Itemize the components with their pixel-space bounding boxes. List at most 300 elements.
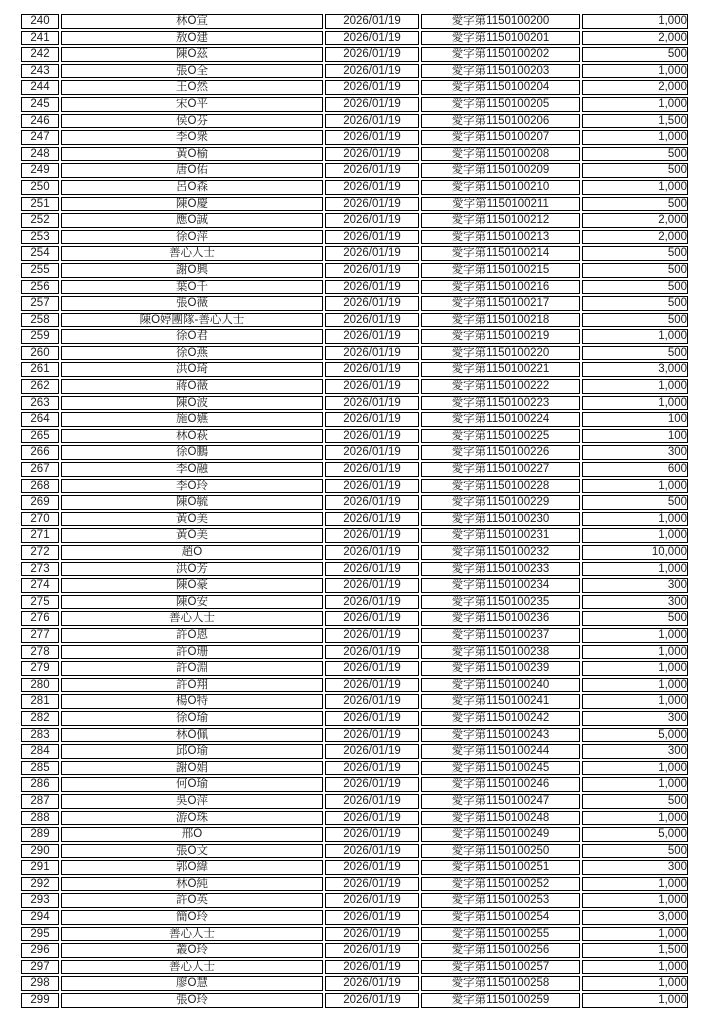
table-row	[21, 114, 688, 129]
date-cell: 2026/01/19	[325, 495, 419, 510]
amount-cell: 600	[582, 462, 688, 477]
date-cell: 2026/01/19	[325, 313, 419, 328]
donor-name-cell: 陳O慶	[61, 197, 323, 212]
receipt-number-cell: 愛字第1150100200	[421, 14, 580, 29]
donor-name-cell: 葉O千	[61, 280, 323, 295]
donor-name-cell: 洪O芳	[61, 562, 323, 577]
table-row	[21, 412, 688, 427]
date-cell: 2026/01/19	[325, 462, 419, 477]
row-number-cell: 282	[21, 711, 59, 726]
row-number-cell: 276	[21, 611, 59, 626]
date-cell: 2026/01/19	[325, 827, 419, 842]
date-cell: 2026/01/19	[325, 578, 419, 593]
receipt-number-cell: 愛字第1150100210	[421, 180, 580, 195]
date-cell: 2026/01/19	[325, 396, 419, 411]
amount-cell: 10,000	[582, 545, 688, 560]
row-number-cell: 270	[21, 512, 59, 527]
receipt-number-cell: 愛字第1150100248	[421, 811, 580, 826]
donor-name-cell: 謝O娟	[61, 761, 323, 776]
receipt-number-cell: 愛字第1150100226	[421, 445, 580, 460]
row-number-cell: 281	[21, 694, 59, 709]
table-row	[21, 877, 688, 892]
receipt-number-cell: 愛字第1150100212	[421, 213, 580, 228]
row-number-cell: 280	[21, 678, 59, 693]
donor-name-cell: 楊O特	[61, 694, 323, 709]
row-number-cell: 259	[21, 329, 59, 344]
donor-name-cell: 蔣O薇	[61, 379, 323, 394]
table-row	[21, 429, 688, 444]
donor-name-cell: 許O翔	[61, 678, 323, 693]
table-row	[21, 761, 688, 776]
amount-cell: 1,000	[582, 64, 688, 79]
row-number-cell: 266	[21, 445, 59, 460]
donor-name-cell: 趙O	[61, 545, 323, 560]
receipt-number-cell: 愛字第1150100255	[421, 927, 580, 942]
row-number-cell: 246	[21, 114, 59, 129]
amount-cell: 500	[582, 346, 688, 361]
donor-name-cell: 呂O森	[61, 180, 323, 195]
table-row	[21, 860, 688, 875]
donor-name-cell: 簡O玲	[61, 910, 323, 925]
receipt-number-cell: 愛字第1150100247	[421, 794, 580, 809]
donor-name-cell: 陳O安	[61, 595, 323, 610]
date-cell: 2026/01/19	[325, 976, 419, 991]
table-row	[21, 180, 688, 195]
donor-name-cell: 謝O興	[61, 263, 323, 278]
receipt-number-cell: 愛字第1150100217	[421, 296, 580, 311]
row-number-cell: 264	[21, 412, 59, 427]
date-cell: 2026/01/19	[325, 230, 419, 245]
date-cell: 2026/01/19	[325, 728, 419, 743]
amount-cell: 1,000	[582, 777, 688, 792]
receipt-number-cell: 愛字第1150100218	[421, 313, 580, 328]
date-cell: 2026/01/19	[325, 114, 419, 129]
amount-cell: 1,000	[582, 180, 688, 195]
table-row	[21, 64, 688, 79]
receipt-number-cell: 愛字第1150100234	[421, 578, 580, 593]
receipt-number-cell: 愛字第1150100214	[421, 246, 580, 261]
amount-cell: 500	[582, 611, 688, 626]
amount-cell: 2,000	[582, 80, 688, 95]
donor-name-cell: 敖O建	[61, 31, 323, 46]
date-cell: 2026/01/19	[325, 346, 419, 361]
table-row	[21, 362, 688, 377]
receipt-number-cell: 愛字第1150100236	[421, 611, 580, 626]
amount-cell: 1,000	[582, 97, 688, 112]
receipt-number-cell: 愛字第1150100252	[421, 877, 580, 892]
row-number-cell: 258	[21, 313, 59, 328]
amount-cell: 2,000	[582, 230, 688, 245]
date-cell: 2026/01/19	[325, 362, 419, 377]
amount-cell: 1,000	[582, 512, 688, 527]
row-number-cell: 295	[21, 927, 59, 942]
row-number-cell: 291	[21, 860, 59, 875]
donor-name-cell: 陳O豪	[61, 578, 323, 593]
table-row	[21, 246, 688, 261]
receipt-number-cell: 愛字第1150100216	[421, 280, 580, 295]
receipt-number-cell: 愛字第1150100233	[421, 562, 580, 577]
row-number-cell: 283	[21, 728, 59, 743]
receipt-number-cell: 愛字第1150100232	[421, 545, 580, 560]
donor-name-cell: 張O文	[61, 844, 323, 859]
donor-name-cell: 李O融	[61, 462, 323, 477]
table-row	[21, 595, 688, 610]
receipt-number-cell: 愛字第1150100235	[421, 595, 580, 610]
date-cell: 2026/01/19	[325, 97, 419, 112]
amount-cell: 1,000	[582, 694, 688, 709]
amount-cell: 1,000	[582, 528, 688, 543]
receipt-number-cell: 愛字第1150100228	[421, 479, 580, 494]
row-number-cell: 289	[21, 827, 59, 842]
table-row	[21, 827, 688, 842]
date-cell: 2026/01/19	[325, 893, 419, 908]
amount-cell: 1,000	[582, 960, 688, 975]
table-row	[21, 313, 688, 328]
receipt-number-cell: 愛字第1150100259	[421, 993, 580, 1008]
donor-name-cell: 林O萩	[61, 429, 323, 444]
donor-name-cell: 林O佩	[61, 728, 323, 743]
amount-cell: 1,000	[582, 893, 688, 908]
date-cell: 2026/01/19	[325, 777, 419, 792]
row-number-cell: 263	[21, 396, 59, 411]
amount-cell: 3,000	[582, 362, 688, 377]
donor-name-cell: 善心人士	[61, 611, 323, 626]
row-number-cell: 267	[21, 462, 59, 477]
donor-name-cell: 邱O瑜	[61, 744, 323, 759]
date-cell: 2026/01/19	[325, 14, 419, 29]
table-row	[21, 280, 688, 295]
row-number-cell: 285	[21, 761, 59, 776]
date-cell: 2026/01/19	[325, 927, 419, 942]
row-number-cell: 294	[21, 910, 59, 925]
row-number-cell: 247	[21, 130, 59, 145]
donor-name-cell: 善心人士	[61, 960, 323, 975]
amount-cell: 1,500	[582, 114, 688, 129]
table-row	[21, 893, 688, 908]
table-row	[21, 197, 688, 212]
receipt-number-cell: 愛字第1150100239	[421, 661, 580, 676]
amount-cell: 1,000	[582, 329, 688, 344]
donor-name-cell: 徐O萍	[61, 230, 323, 245]
table-row	[21, 811, 688, 826]
row-number-cell: 286	[21, 777, 59, 792]
receipt-number-cell: 愛字第1150100241	[421, 694, 580, 709]
row-number-cell: 288	[21, 811, 59, 826]
amount-cell: 500	[582, 147, 688, 162]
receipt-number-cell: 愛字第1150100221	[421, 362, 580, 377]
date-cell: 2026/01/19	[325, 163, 419, 178]
donor-name-cell: 黃O美	[61, 528, 323, 543]
amount-cell: 1,500	[582, 943, 688, 958]
table-row	[21, 794, 688, 809]
table-row	[21, 14, 688, 29]
receipt-number-cell: 愛字第1150100202	[421, 47, 580, 62]
table-row	[21, 445, 688, 460]
row-number-cell: 271	[21, 528, 59, 543]
amount-cell: 2,000	[582, 31, 688, 46]
amount-cell: 1,000	[582, 976, 688, 991]
receipt-number-cell: 愛字第1150100207	[421, 130, 580, 145]
receipt-number-cell: 愛字第1150100204	[421, 80, 580, 95]
amount-cell: 500	[582, 263, 688, 278]
receipt-number-cell: 愛字第1150100219	[421, 329, 580, 344]
table-row	[21, 329, 688, 344]
row-number-cell: 262	[21, 379, 59, 394]
table-row	[21, 31, 688, 46]
receipt-number-cell: 愛字第1150100231	[421, 528, 580, 543]
date-cell: 2026/01/19	[325, 80, 419, 95]
receipt-number-cell: 愛字第1150100230	[421, 512, 580, 527]
receipt-number-cell: 愛字第1150100222	[421, 379, 580, 394]
date-cell: 2026/01/19	[325, 296, 419, 311]
donor-name-cell: 許O恩	[61, 628, 323, 643]
amount-cell: 1,000	[582, 14, 688, 29]
amount-cell: 1,000	[582, 678, 688, 693]
row-number-cell: 277	[21, 628, 59, 643]
table-row	[21, 263, 688, 278]
row-number-cell: 268	[21, 479, 59, 494]
date-cell: 2026/01/19	[325, 545, 419, 560]
amount-cell: 500	[582, 844, 688, 859]
date-cell: 2026/01/19	[325, 47, 419, 62]
row-number-cell: 265	[21, 429, 59, 444]
row-number-cell: 240	[21, 14, 59, 29]
donor-name-cell: 黃O榆	[61, 147, 323, 162]
donor-name-cell: 陳O婷團隊-善心人士	[61, 313, 323, 328]
table-row	[21, 993, 688, 1008]
donor-name-cell: 徐O鵬	[61, 445, 323, 460]
date-cell: 2026/01/19	[325, 993, 419, 1008]
receipt-number-cell: 愛字第1150100253	[421, 893, 580, 908]
table-row	[21, 396, 688, 411]
date-cell: 2026/01/19	[325, 147, 419, 162]
table-row	[21, 694, 688, 709]
row-number-cell: 269	[21, 495, 59, 510]
table-row	[21, 943, 688, 958]
date-cell: 2026/01/19	[325, 744, 419, 759]
table-row	[21, 296, 688, 311]
receipt-number-cell: 愛字第1150100243	[421, 728, 580, 743]
date-cell: 2026/01/19	[325, 694, 419, 709]
row-number-cell: 257	[21, 296, 59, 311]
date-cell: 2026/01/19	[325, 64, 419, 79]
receipt-number-cell: 愛字第1150100242	[421, 711, 580, 726]
donor-name-cell: 廖O慧	[61, 976, 323, 991]
amount-cell: 300	[582, 595, 688, 610]
date-cell: 2026/01/19	[325, 280, 419, 295]
row-number-cell: 242	[21, 47, 59, 62]
row-number-cell: 248	[21, 147, 59, 162]
donor-name-cell: 張O薇	[61, 296, 323, 311]
date-cell: 2026/01/19	[325, 528, 419, 543]
row-number-cell: 273	[21, 562, 59, 577]
donor-name-cell: 叢O玲	[61, 943, 323, 958]
receipt-number-cell: 愛字第1150100225	[421, 429, 580, 444]
table-row	[21, 230, 688, 245]
row-number-cell: 250	[21, 180, 59, 195]
amount-cell: 500	[582, 296, 688, 311]
table-row	[21, 628, 688, 643]
table-row	[21, 97, 688, 112]
donor-name-cell: 陳O毓	[61, 495, 323, 510]
receipt-number-cell: 愛字第1150100254	[421, 910, 580, 925]
donor-name-cell: 施O嬿	[61, 412, 323, 427]
receipt-number-cell: 愛字第1150100256	[421, 943, 580, 958]
amount-cell: 500	[582, 47, 688, 62]
receipt-number-cell: 愛字第1150100258	[421, 976, 580, 991]
row-number-cell: 296	[21, 943, 59, 958]
donor-name-cell: 張O玲	[61, 993, 323, 1008]
receipt-number-cell: 愛字第1150100223	[421, 396, 580, 411]
table-row	[21, 744, 688, 759]
table-row	[21, 661, 688, 676]
row-number-cell: 272	[21, 545, 59, 560]
date-cell: 2026/01/19	[325, 761, 419, 776]
receipt-number-cell: 愛字第1150100257	[421, 960, 580, 975]
receipt-number-cell: 愛字第1150100209	[421, 163, 580, 178]
donor-name-cell: 游O珠	[61, 811, 323, 826]
row-number-cell: 253	[21, 230, 59, 245]
row-number-cell: 297	[21, 960, 59, 975]
amount-cell: 5,000	[582, 728, 688, 743]
date-cell: 2026/01/19	[325, 877, 419, 892]
date-cell: 2026/01/19	[325, 263, 419, 278]
donor-name-cell: 李O衆	[61, 130, 323, 145]
table-row	[21, 960, 688, 975]
amount-cell: 1,000	[582, 877, 688, 892]
row-number-cell: 255	[21, 263, 59, 278]
table-row	[21, 528, 688, 543]
donor-name-cell: 王O然	[61, 80, 323, 95]
amount-cell: 5,000	[582, 827, 688, 842]
donor-name-cell: 善心人士	[61, 246, 323, 261]
table-row	[21, 479, 688, 494]
row-number-cell: 245	[21, 97, 59, 112]
donor-name-cell: 張O全	[61, 64, 323, 79]
date-cell: 2026/01/19	[325, 678, 419, 693]
receipt-number-cell: 愛字第1150100211	[421, 197, 580, 212]
donor-name-cell: 許O英	[61, 893, 323, 908]
date-cell: 2026/01/19	[325, 943, 419, 958]
donation-table-body	[21, 14, 688, 1008]
receipt-number-cell: 愛字第1150100237	[421, 628, 580, 643]
amount-cell: 500	[582, 246, 688, 261]
donor-name-cell: 邢O	[61, 827, 323, 842]
table-row	[21, 844, 688, 859]
table-row	[21, 578, 688, 593]
receipt-number-cell: 愛字第1150100244	[421, 744, 580, 759]
row-number-cell: 274	[21, 578, 59, 593]
donor-name-cell: 陳O茲	[61, 47, 323, 62]
date-cell: 2026/01/19	[325, 960, 419, 975]
amount-cell: 1,000	[582, 479, 688, 494]
date-cell: 2026/01/19	[325, 180, 419, 195]
table-row	[21, 910, 688, 925]
receipt-number-cell: 愛字第1150100238	[421, 645, 580, 660]
date-cell: 2026/01/19	[325, 197, 419, 212]
table-row	[21, 927, 688, 942]
donor-name-cell: 侯O芬	[61, 114, 323, 129]
amount-cell: 500	[582, 313, 688, 328]
row-number-cell: 256	[21, 280, 59, 295]
receipt-number-cell: 愛字第1150100245	[421, 761, 580, 776]
row-number-cell: 275	[21, 595, 59, 610]
donor-name-cell: 黃O美	[61, 512, 323, 527]
receipt-number-cell: 愛字第1150100215	[421, 263, 580, 278]
date-cell: 2026/01/19	[325, 645, 419, 660]
date-cell: 2026/01/19	[325, 329, 419, 344]
donation-receipt-table	[19, 12, 690, 1010]
row-number-cell: 298	[21, 976, 59, 991]
date-cell: 2026/01/19	[325, 844, 419, 859]
receipt-number-cell: 愛字第1150100201	[421, 31, 580, 46]
date-cell: 2026/01/19	[325, 860, 419, 875]
amount-cell: 2,000	[582, 213, 688, 228]
date-cell: 2026/01/19	[325, 445, 419, 460]
amount-cell: 100	[582, 429, 688, 444]
receipt-number-cell: 愛字第1150100224	[421, 412, 580, 427]
date-cell: 2026/01/19	[325, 130, 419, 145]
table-row	[21, 213, 688, 228]
receipt-number-cell: 愛字第1150100213	[421, 230, 580, 245]
table-row	[21, 611, 688, 626]
table-row	[21, 545, 688, 560]
table-row	[21, 47, 688, 62]
receipt-number-cell: 愛字第1150100229	[421, 495, 580, 510]
amount-cell: 3,000	[582, 910, 688, 925]
amount-cell: 500	[582, 197, 688, 212]
date-cell: 2026/01/19	[325, 628, 419, 643]
table-row	[21, 678, 688, 693]
table-row	[21, 130, 688, 145]
donor-name-cell: 宋O平	[61, 97, 323, 112]
date-cell: 2026/01/19	[325, 661, 419, 676]
table-row	[21, 645, 688, 660]
donor-name-cell: 唐O佑	[61, 163, 323, 178]
date-cell: 2026/01/19	[325, 31, 419, 46]
amount-cell: 300	[582, 578, 688, 593]
table-row	[21, 711, 688, 726]
row-number-cell: 243	[21, 64, 59, 79]
receipt-number-cell: 愛字第1150100205	[421, 97, 580, 112]
amount-cell: 1,000	[582, 628, 688, 643]
row-number-cell: 278	[21, 645, 59, 660]
amount-cell: 1,000	[582, 761, 688, 776]
amount-cell: 100	[582, 412, 688, 427]
amount-cell: 1,000	[582, 927, 688, 942]
row-number-cell: 251	[21, 197, 59, 212]
amount-cell: 1,000	[582, 396, 688, 411]
donor-name-cell: 何O瑜	[61, 777, 323, 792]
table-row	[21, 462, 688, 477]
amount-cell: 300	[582, 860, 688, 875]
receipt-number-cell: 愛字第1150100208	[421, 147, 580, 162]
row-number-cell: 290	[21, 844, 59, 859]
date-cell: 2026/01/19	[325, 412, 419, 427]
amount-cell: 300	[582, 744, 688, 759]
donor-name-cell: 林O純	[61, 877, 323, 892]
donor-name-cell: 徐O君	[61, 329, 323, 344]
amount-cell: 300	[582, 711, 688, 726]
date-cell: 2026/01/19	[325, 595, 419, 610]
table-row	[21, 512, 688, 527]
amount-cell: 1,000	[582, 811, 688, 826]
date-cell: 2026/01/19	[325, 611, 419, 626]
row-number-cell: 254	[21, 246, 59, 261]
date-cell: 2026/01/19	[325, 512, 419, 527]
date-cell: 2026/01/19	[325, 429, 419, 444]
date-cell: 2026/01/19	[325, 711, 419, 726]
